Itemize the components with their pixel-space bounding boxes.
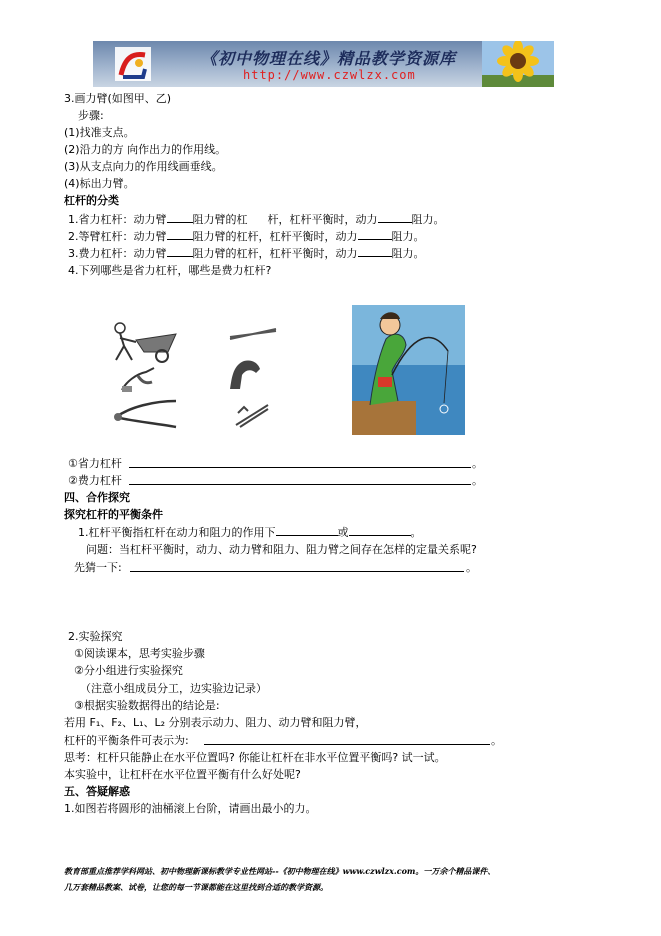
chopsticks-icon xyxy=(228,327,278,341)
end-mark: 。 xyxy=(472,457,483,470)
nutcracker-icon xyxy=(110,397,180,431)
blank xyxy=(276,524,338,536)
site-logo-icon xyxy=(115,47,151,81)
balance-question: 问题：当杠杆平衡时，动力、动力臂和阻力、阻力臂之间存在怎样的定量关系呢? xyxy=(86,543,477,556)
condition-line xyxy=(204,744,490,745)
step-3: (3)从支点向力的作用线画垂线。 xyxy=(64,160,223,173)
end-mark: 。 xyxy=(491,734,502,747)
footer-line-1: 教育部重点推荐学科网站、初中物理新课标教学专业性网站--《初中物理在线》www.czwlzx.com。一万余个精品课件、 xyxy=(64,866,496,876)
blank xyxy=(167,228,193,240)
banner-url[interactable]: http://www.czwlzx.com xyxy=(243,68,416,82)
experiment-step-2: ②分小组进行实验探究 xyxy=(74,664,183,677)
section-5-item-1: 1.如图若将圆形的油桶滚上台阶，请画出最小的力。 xyxy=(64,802,317,815)
answer-1-line xyxy=(129,467,471,468)
tweezers-icon xyxy=(232,399,272,429)
sunflower-icon xyxy=(482,41,554,87)
experiment-step-3: ③根据实验数据得出的结论是: xyxy=(74,699,220,712)
end-mark: 。 xyxy=(466,561,477,574)
steps-label: 步骤: xyxy=(78,109,104,122)
blank xyxy=(358,228,392,240)
experiment-heading: 2.实验探究 xyxy=(68,630,123,643)
experiment-step-1: ①阅读课本，思考实验步骤 xyxy=(74,647,205,660)
footer-line-2: 几万套精品教案、试卷，让您的每一节课都能在这里找到合适的教学资源。 xyxy=(64,882,328,892)
section-4-heading: 四、合作探究 xyxy=(64,491,130,504)
answer-2-label: ②费力杠杆 xyxy=(68,474,122,487)
classify-question: 4.下列哪些是省力杠杆，哪些是费力杠杆? xyxy=(68,264,272,277)
guess-label: 先猜一下: xyxy=(74,561,122,574)
wheelbarrow-icon xyxy=(106,320,186,364)
blank xyxy=(349,524,411,536)
answer-2-line xyxy=(129,484,471,485)
guess-line xyxy=(130,571,464,572)
classify-heading: 杠杆的分类 xyxy=(64,194,119,207)
step-1: (1)找准支点。 xyxy=(64,126,135,139)
end-mark: 。 xyxy=(472,474,483,487)
balance-definition: 1.杠杆平衡指杠杆在动力和阻力的作用下 或 。 xyxy=(78,526,422,539)
classify-item-2: 2.等臂杠杆：动力臂 阻力臂的杠杆，杠杆平衡时，动力 阻力。 xyxy=(68,230,425,243)
answer-1-label: ①省力杠杆 xyxy=(68,457,122,470)
classify-item-1: 1.省力杠杆：动力臂 阻力臂的杠 杆，杠杆平衡时，动力 阻力。 xyxy=(68,213,445,226)
step-4: (4)标出力臂。 xyxy=(64,177,135,190)
condition-label: 杠杆的平衡条件可表示为: xyxy=(64,734,189,747)
think-text: 思考：杠杆只能静止在水平位置吗? 你能让杠杆在非水平位置平衡吗? 试一试。 xyxy=(64,751,446,764)
blank xyxy=(378,211,412,223)
bottle-opener-icon xyxy=(118,364,158,394)
experiment-note: （注意小组成员分工，边实验边记录） xyxy=(80,682,267,695)
fishing-man-picture xyxy=(352,305,465,435)
forearm-icon xyxy=(226,355,266,393)
page-footer xyxy=(64,863,624,895)
step-2: (2)沿力的方 向作出力的作用线。 xyxy=(64,143,227,156)
section-3-heading: 3.画力臂(如图甲、乙) xyxy=(64,92,172,105)
header-banner xyxy=(93,41,554,87)
blank xyxy=(167,245,193,257)
blank xyxy=(167,211,193,223)
banner-title: 《初中物理在线》精品教学资源库 xyxy=(201,49,457,68)
section-5-heading: 五、答疑解惑 xyxy=(64,785,130,798)
symbols-text: 若用 F₁、F₂、L₁、L₂ 分别表示动力、阻力、动力臂和阻力臂， xyxy=(64,716,367,729)
blank xyxy=(358,245,392,257)
benefit-text: 本实验中，让杠杆在水平位置平衡有什么好处呢? xyxy=(64,768,301,781)
section-4-subheading: 探究杠杆的平衡条件 xyxy=(64,508,163,521)
classify-item-3: 3.费力杠杆：动力臂 阻力臂的杠杆，杠杆平衡时，动力 阻力。 xyxy=(68,247,425,260)
